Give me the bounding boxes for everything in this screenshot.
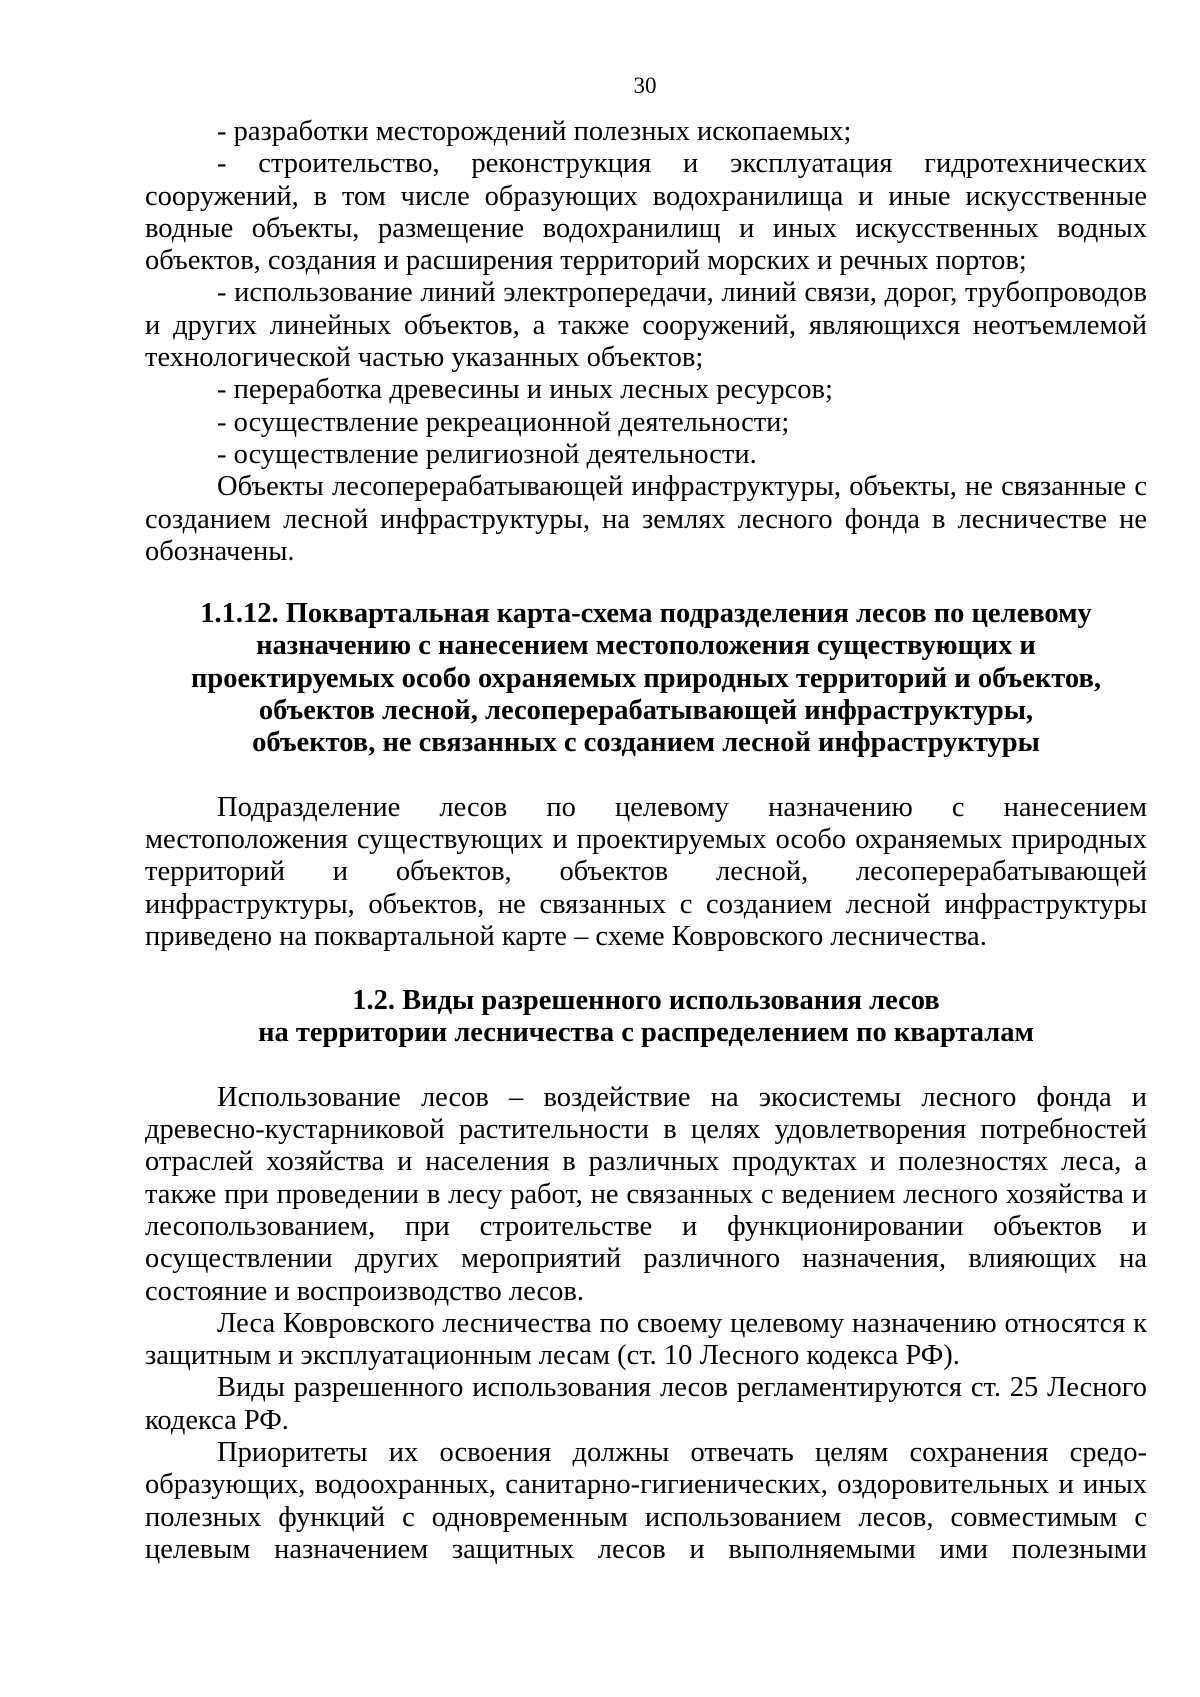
heading-line: 1.1.12. Поквартальная карта-схема подразделения лесов по целевому [200,598,1092,630]
spacer [145,1050,1147,1082]
spacer [145,568,1147,598]
list-item-linear-objects: - использование линий электропередачи, линий связи, дорог, трубопроводов и других линейных объектов, а также сооружений, являющихся неотъемлемой технологической частью указанных объектов; [145,277,1147,374]
list-item-hydro-construction: - строительство, реконструкция и эксплуатация гидротехнических сооружений, в том числе образующих водохранилища и иные искусственные водные объекты, размещение водохранилищ и иных искусственных водных объектов, создания и расширения территорий морских и речных портов; [145,148,1147,277]
paragraph-permitted-use: Виды разрешенного использования лесов регламентируются ст. 25 Лесного кодекса РФ. [145,1372,1147,1436]
list-item-religious: - осуществление религиозной деятельности. [217,438,757,470]
heading-line: 1.2. Виды разрешенного использования лесов [352,985,940,1017]
spacer [145,760,1147,792]
paragraph-forest-use-definition: Использование лесов – воздействие на экосистемы лесного фонда и древесно-кустарниковой растительности в целях удовлетворения потребностей отраслей хозяйства и населения в различных продуктах и полезностях леса, а также при проведении в лесу работ, не связанных с ведением лесного хозяйства и лесопользованием, при строительстве и функционировании объектов и осуществлении других мероприятий различного назначения, влияющих на состояние и воспроизводство лесов. [145,1081,1147,1307]
page-content [145,116,1147,1566]
paragraph-priorities: Приоритеты их освоения должны отвечать целям сохранения средо-образующих, водоохранных, санитарно-гигиенических, оздоровительных и иных полезных функций с одновременным использованием лесов, совместимым с целевым назначением защитных лесов и выполняемыми ими полезными [145,1436,1147,1565]
paragraph-forest-subdivision: Подразделение лесов по целевому назначению с нанесением местоположения существующих и проектируемых особо охраняемых природных территорий и объектов, объектов лесной, лесоперерабатывающей инфраструктуры, объектов, не связанных с созданием лесной инфраструктуры приведено на поквартальной карте – схеме Ковровского лесничества. [145,791,1147,952]
heading-line: проектируемых особо охраняемых природных территорий и объектов, [191,662,1101,694]
list-item-mining: - разработки месторождений полезных ископаемых; [217,116,852,147]
section-heading-1-1-12 [145,598,1147,759]
heading-line: объектов, не связанных с созданием лесной инфраструктуры [252,727,1040,759]
section-heading-1-2 [145,985,1147,1050]
section-top [145,116,1147,568]
spacer [145,953,1147,985]
list-item-wood-processing: - переработка древесины и иных лесных ресурсов; [217,374,833,406]
paragraph-objects-not-marked: Объекты лесоперерабатывающей инфраструктуры, объекты, не связанные с созданием лесной инфраструктуры, на землях лесного фонда в лесничестве не обозначены. [145,471,1147,567]
section-1-1-12 [145,598,1147,953]
heading-line: объектов лесной, лесоперерабатывающей инфраструктуры, [258,695,1034,727]
list-item-recreation: - осуществление рекреационной деятельности; [217,406,790,438]
page-number: 30 [633,73,657,98]
section-1-2 [145,985,1147,1566]
paragraph-forest-purpose: Леса Ковровского лесничества по своему целевому назначению относятся к защитным и эксплуатационным лесам (ст. 10 Лесного кодекса РФ). [145,1307,1147,1372]
heading-line: назначению с нанесением местоположения существующих и [256,630,1036,662]
heading-line: на территории лесничества с распределением по кварталам [258,1017,1034,1049]
